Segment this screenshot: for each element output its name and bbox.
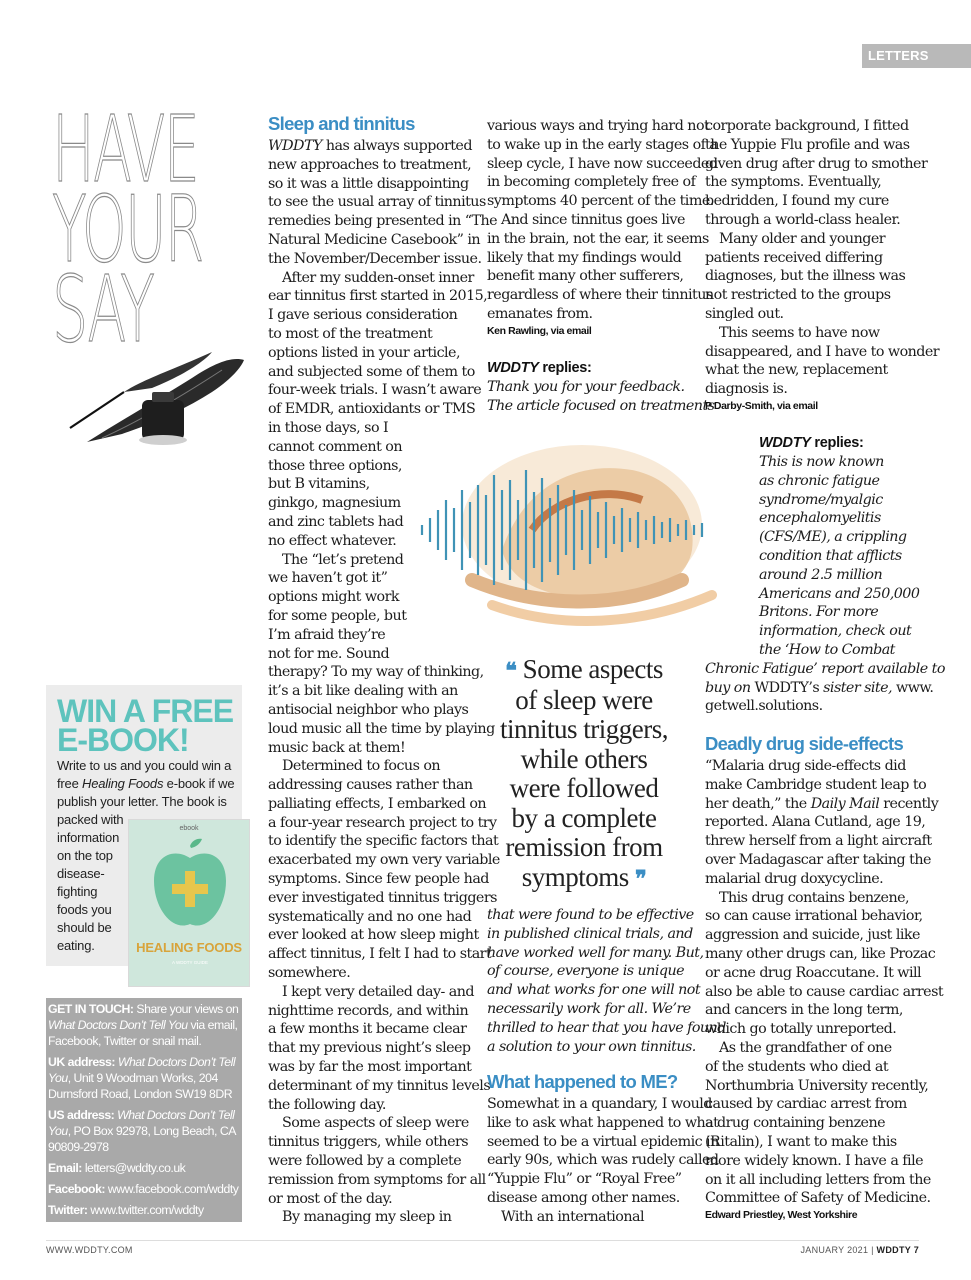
ebook-text-line: publish your letter. The book is bbox=[57, 794, 227, 809]
reply-line: Britons. For more bbox=[759, 604, 879, 621]
pull-quote-line: remission from bbox=[505, 832, 663, 862]
letter-signature: Ken Rawling, via email bbox=[487, 324, 592, 337]
ebook-text-line: should be bbox=[57, 920, 112, 935]
body-line: I gave serious consideration bbox=[268, 307, 458, 324]
body-line: not restricted to the groups bbox=[705, 287, 891, 304]
pull-quote bbox=[482, 655, 686, 893]
body-line: exacerbated my own very variable bbox=[268, 852, 500, 869]
body-line: or acne drug Roaccutane. It will bbox=[705, 964, 922, 981]
body-line: make Cambridge student leap to bbox=[705, 776, 927, 793]
letter-sleep-tinnitus-col1 bbox=[268, 113, 500, 1227]
body-line: but B vitamins, bbox=[268, 476, 370, 493]
pull-quote-line: ❝ Some aspects bbox=[505, 654, 663, 684]
body-line: ever investigated tinnitus triggers bbox=[268, 889, 497, 906]
reply-line: encephalomyelitis bbox=[759, 510, 881, 527]
body-line: Some aspects of sleep were bbox=[282, 1115, 469, 1132]
ebook-cover-title: HEALING FOODS bbox=[136, 940, 242, 955]
letter-signature: P Darby-Smith, via email bbox=[705, 399, 818, 412]
reply-heading: WDDTY replies: bbox=[487, 360, 592, 376]
contact-box bbox=[46, 998, 242, 1222]
get-in-touch: GET IN TOUCH: Share your views on What Doctors Don’t Tell You via email, Facebook, Twitter or snail mail. bbox=[48, 1002, 239, 1048]
body-line: “Yuppie Flu” or “Royal Free” bbox=[487, 1171, 682, 1188]
letter-what-happened-me-col3 bbox=[705, 117, 940, 413]
body-line: Committee of Safety of Medicine. bbox=[705, 1190, 931, 1207]
reply-heading: WDDTY replies: bbox=[759, 435, 864, 451]
body-line: Northumbria University recently, bbox=[705, 1077, 929, 1094]
body-line: I’m afraid they’re bbox=[268, 626, 386, 643]
body-line: aggression and suicide, just like bbox=[705, 927, 920, 944]
body-line: the following day. bbox=[268, 1096, 386, 1113]
body-line: As the grandfather of one bbox=[719, 1039, 892, 1056]
pull-quote-line: were followed bbox=[509, 773, 659, 803]
body-line: a few months it became clear bbox=[268, 1021, 467, 1038]
ebook-title bbox=[57, 693, 234, 758]
body-line: what the new, replacement bbox=[705, 362, 888, 379]
ebook-text-line: on the top bbox=[57, 848, 113, 863]
sleeping-woman-soundwave-illustration bbox=[412, 430, 742, 645]
body-line: was by far the most important bbox=[268, 1059, 472, 1076]
body-line: “Malaria drug side-effects did bbox=[705, 758, 906, 774]
ebook-text-line: disease- bbox=[57, 866, 105, 881]
body-line: ginkgo, magnesium bbox=[268, 495, 401, 512]
body-line: a drug containing benzene bbox=[705, 1115, 886, 1132]
page-title bbox=[52, 96, 203, 363]
body-line: diagnoses, but the illness was bbox=[705, 268, 906, 285]
body-line: loud music all the time by playing bbox=[268, 720, 495, 737]
apple-plus-icon bbox=[150, 836, 230, 936]
body-line: the symptoms. Eventually, bbox=[705, 174, 882, 191]
body-line: affect tinnitus, I felt I had to start bbox=[268, 946, 492, 963]
body-line: caused by cardiac arrest from bbox=[705, 1096, 907, 1113]
wddty-reply-1-top bbox=[487, 358, 715, 416]
footer-page-info: JANUARY 2021 | WDDTY 7 bbox=[800, 1245, 919, 1255]
ebook-title-line: WIN A FREE bbox=[57, 693, 234, 729]
body-line: not for me. Sound bbox=[268, 645, 390, 662]
body-line: ear tinnitus first started in 2015, bbox=[268, 288, 488, 305]
wddty-reply-1-bottom bbox=[487, 906, 726, 1056]
letter-heading: Sleep and tinnitus bbox=[268, 113, 415, 134]
ebook-title-line: E-BOOK! bbox=[57, 722, 189, 758]
ebook-text-line: information bbox=[57, 830, 120, 845]
body-line: likely that my findings would bbox=[487, 249, 682, 266]
body-line: and subjected some of them to bbox=[268, 363, 475, 380]
quill-inkwell-illustration bbox=[62, 330, 247, 450]
body-line: Natural Medicine Casebook” in bbox=[268, 231, 481, 248]
reply-line: the ‘How to Combat bbox=[759, 641, 895, 658]
reply-line: in published clinical trials, and bbox=[487, 925, 693, 942]
uk-address: UK address: What Doctors Don’t Tell You, Unit 9 Woodman Works, 204 Durnsford Road, London SW19 8DR bbox=[48, 1055, 236, 1101]
body-line: Somewhat in a quandary, I would bbox=[487, 1096, 712, 1112]
reply-line: Chronic Fatigue’ report available to bbox=[705, 660, 945, 677]
body-line: and zinc tablets had bbox=[268, 513, 404, 530]
body-line: given drug after drug to smother bbox=[705, 155, 928, 172]
pull-quote-line: by a complete bbox=[511, 802, 657, 833]
body-line: seemed to be a virtual epidemic in bbox=[487, 1133, 719, 1150]
body-line: for some people, but bbox=[268, 607, 407, 624]
body-line: on it all including letters from the bbox=[705, 1171, 931, 1188]
reply-line: have worked well for many. But, bbox=[487, 944, 704, 961]
body-line: diagnosis is. bbox=[705, 381, 788, 398]
reply-line: syndrome/myalgic bbox=[759, 491, 883, 508]
body-line: over Madagascar after taking the bbox=[705, 851, 931, 868]
body-line: And since tinnitus goes live bbox=[501, 211, 685, 228]
body-line: (Ritalin), I want to make this bbox=[705, 1133, 897, 1150]
body-line: The “let’s pretend bbox=[282, 551, 404, 568]
body-line: ever looked at how sleep might bbox=[268, 927, 479, 944]
ebook-text-line: free Healing Foods e-book if we bbox=[57, 776, 235, 791]
body-line: a four-year research project to try bbox=[268, 814, 497, 831]
reply-line: This is now known bbox=[759, 454, 884, 470]
body-line: symptoms. Since few people had bbox=[268, 871, 489, 888]
ebook-cover[interactable] bbox=[128, 819, 250, 987]
body-line: in becoming completely free of bbox=[487, 174, 696, 191]
body-line: the Yuppie Flu profile and was bbox=[705, 136, 910, 153]
body-line: in the brain, not the ear, it seems bbox=[487, 230, 709, 247]
body-line: music back at them! bbox=[268, 739, 406, 756]
body-line: which go totally unreported. bbox=[705, 1021, 897, 1038]
body-line: so it was a little disappointing bbox=[268, 175, 469, 192]
body-line: With an international bbox=[501, 1208, 645, 1225]
body-line: no effect whatever. bbox=[268, 532, 397, 549]
reply-line: as chronic fatigue bbox=[759, 472, 880, 489]
wddty-reply-2 bbox=[705, 433, 945, 716]
open-quote-icon: ❝ bbox=[505, 658, 517, 683]
title-line: YOUR bbox=[52, 176, 203, 283]
body-line: patients received differing bbox=[705, 249, 883, 266]
body-line: four-week trials. I wasn’t aware bbox=[268, 382, 482, 399]
body-line: sleep cycle, I have now succeeded bbox=[487, 155, 718, 172]
body-line: of EMDR, antioxidants or TMS bbox=[268, 401, 476, 418]
reply-line: buy on WDDTY’s sister site, www. bbox=[705, 679, 934, 696]
body-line: various ways and trying hard not bbox=[487, 118, 710, 134]
body-line: I kept very detailed day- and bbox=[282, 983, 474, 1000]
letter-signature: Edward Priestley, West Yorkshire bbox=[705, 1209, 858, 1222]
reply-line: information, check out bbox=[759, 623, 912, 640]
body-line: that my previous night’s sleep bbox=[268, 1040, 471, 1057]
body-line: options might work bbox=[268, 589, 399, 606]
body-line: early 90s, which was rudely called bbox=[487, 1152, 719, 1169]
body-line: or most of the day. bbox=[268, 1190, 393, 1207]
letter-deadly-drug-side-effects bbox=[705, 733, 944, 1222]
body-line: WDDTY has always supported bbox=[268, 138, 472, 154]
body-line: remedies being presented in “The bbox=[268, 213, 498, 230]
reply-line: around 2.5 million bbox=[759, 566, 883, 583]
body-line: to wake up in the early stages of a bbox=[487, 136, 718, 153]
body-line: of the students who died at bbox=[705, 1058, 889, 1075]
body-line: threw herself from a light aircraft bbox=[705, 833, 932, 850]
body-line: Determined to focus on bbox=[282, 758, 441, 775]
body-line: tinnitus triggers, while others bbox=[268, 1134, 469, 1151]
body-line: palliating effects, I embarked on bbox=[268, 795, 487, 812]
body-line: through a world-class healer. bbox=[705, 211, 901, 228]
body-line: we haven’t got it” bbox=[268, 570, 388, 587]
footer-divider bbox=[46, 1240, 919, 1241]
reply-line: The article focused on treatments bbox=[487, 397, 715, 414]
body-line: many other drugs can, like Prozac bbox=[705, 945, 936, 962]
body-line: cannot comment on bbox=[268, 438, 402, 455]
body-line: somewhere. bbox=[268, 965, 351, 982]
body-line: those three options, bbox=[268, 457, 402, 474]
body-line: addressing causes rather than bbox=[268, 777, 473, 794]
body-line: her death,” the Daily Mail recently bbox=[705, 795, 939, 812]
us-address: US address: What Doctors Don’t Tell You, PO Box 92978, Long Beach, CA 90809-2978 bbox=[48, 1108, 236, 1154]
body-line: benefit many other sufferers, bbox=[487, 268, 684, 285]
body-line: symptoms 40 percent of the time. bbox=[487, 193, 714, 210]
pull-quote-line: tinnitus triggers, bbox=[500, 714, 668, 744]
close-quote-icon: ❞ bbox=[634, 865, 647, 891]
body-line: disappeared, and I have to wonder bbox=[705, 343, 940, 360]
ebook-text-line: packed with bbox=[57, 812, 124, 827]
pull-quote-line: of sleep were bbox=[515, 684, 653, 715]
body-line: This seems to have now bbox=[719, 324, 880, 341]
body-line: new approaches to treatment, bbox=[268, 156, 472, 173]
facebook-contact[interactable]: Facebook: www.facebook.com/wddty bbox=[48, 1182, 239, 1196]
body-line: disease among other names. bbox=[487, 1189, 680, 1206]
reply-line[interactable]: getwell.solutions. bbox=[705, 698, 823, 715]
body-line: emanates from. bbox=[487, 305, 593, 322]
body-line: nighttime records, and within bbox=[268, 1002, 469, 1019]
body-line: antisocial neighbor who plays bbox=[268, 701, 469, 718]
body-line: singled out. bbox=[705, 305, 784, 322]
body-line: remission from symptoms for all bbox=[268, 1171, 486, 1188]
body-line: also be able to cause cardiac arrest bbox=[705, 983, 944, 1000]
email-contact[interactable]: Email: letters@wddty.co.uk bbox=[48, 1161, 186, 1175]
body-line: determinant of my tinnitus levels bbox=[268, 1077, 491, 1094]
body-line: bedridden, I found my cure bbox=[705, 193, 889, 210]
title-line: SAY bbox=[52, 256, 154, 363]
pull-quote-line: symptoms ❞ bbox=[521, 861, 647, 892]
body-line: it’s a bit like dealing with an bbox=[268, 683, 458, 700]
ebook-text-line: fighting bbox=[57, 884, 98, 899]
body-line: therapy? To my way of thinking, bbox=[268, 664, 484, 681]
body-line: corporate background, I fitted bbox=[705, 118, 909, 134]
letter-what-happened-me-col2 bbox=[487, 1071, 719, 1227]
body-line: After my sudden-onset inner bbox=[282, 269, 474, 286]
body-line: to identify the specific factors that bbox=[268, 833, 499, 850]
twitter-contact[interactable]: Twitter: www.twitter.com/wddty bbox=[48, 1203, 204, 1217]
body-line: the November/December issue. bbox=[268, 250, 482, 267]
reply-line: Americans and 250,000 bbox=[759, 585, 920, 602]
body-line: in those days, so I bbox=[268, 419, 389, 436]
reply-line: a solution to your own tinnitus. bbox=[487, 1038, 696, 1055]
letter-heading: Deadly drug side-effects bbox=[705, 733, 904, 754]
footer-url[interactable]: WWW.WDDTY.COM bbox=[46, 1245, 133, 1255]
ebook-cover-subtitle: A WDDTY GUIDE bbox=[172, 960, 208, 965]
body-line: malarial drug doxycycline. bbox=[705, 870, 884, 887]
body-line: This drug contains benzene, bbox=[719, 889, 910, 906]
body-line: systematically and no one had bbox=[268, 908, 472, 925]
ebook-cover-label: ebook bbox=[179, 825, 199, 832]
body-line: like to ask what happened to what bbox=[487, 1114, 719, 1131]
ebook-text-line: foods you bbox=[57, 902, 112, 917]
letter-heading: What happened to ME? bbox=[487, 1071, 678, 1092]
reply-line: condition that afflicts bbox=[759, 547, 902, 564]
section-tab: LETTERS bbox=[862, 44, 971, 68]
reply-line: necessarily work for all. We’re bbox=[487, 1000, 691, 1017]
body-line: options listed in your article, bbox=[268, 344, 460, 361]
body-line: By managing my sleep in bbox=[282, 1209, 452, 1226]
ebook-text-line: eating. bbox=[57, 938, 95, 953]
body-line: more widely known. I have a file bbox=[705, 1152, 924, 1169]
reply-line: Thank you for your feedback. bbox=[487, 379, 685, 395]
body-line: and cancers in the long term, bbox=[705, 1002, 903, 1019]
title-line: HAVE bbox=[52, 96, 198, 203]
ebook-text-line: Write to us and you could win a bbox=[57, 758, 232, 773]
reply-line: that were found to be effective bbox=[487, 907, 694, 923]
reply-line: and what works for one will not bbox=[487, 982, 701, 999]
body-line: to see the usual array of tinnitus bbox=[268, 194, 486, 211]
reply-line: thrilled to hear that you have found bbox=[487, 1019, 726, 1036]
body-line: reported. Alana Cutland, age 19, bbox=[705, 814, 926, 831]
body-line: Many older and younger bbox=[719, 230, 886, 247]
pull-quote-line: while others bbox=[520, 743, 648, 774]
body-line: regardless of where their tinnitus bbox=[487, 287, 713, 304]
body-line: were followed by a complete bbox=[268, 1153, 462, 1170]
body-line: so can cause irrational behavior, bbox=[705, 908, 923, 925]
reply-line: of course, everyone is unique bbox=[487, 963, 685, 980]
body-line: to most of the treatment bbox=[268, 325, 433, 342]
reply-line: (CFS/ME), a crippling bbox=[759, 529, 907, 546]
letter-sleep-tinnitus-col2 bbox=[487, 117, 718, 338]
